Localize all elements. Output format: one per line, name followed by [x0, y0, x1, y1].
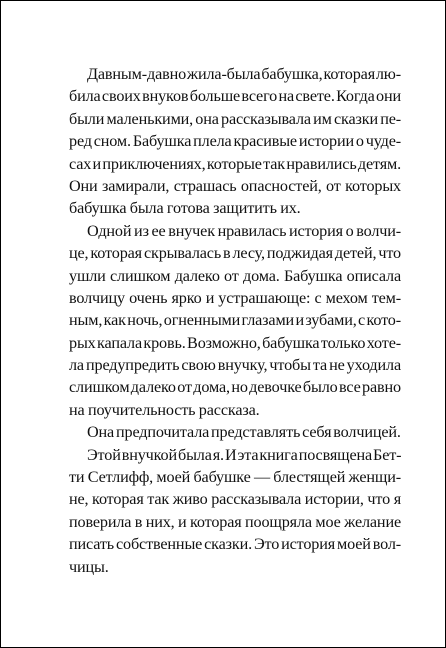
text-line: ти Сетлифф, моей бабушке — блестящей женщи-	[69, 468, 401, 487]
text-line: бабушка была готова защитить их.	[69, 199, 301, 218]
dedication-text	[69, 63, 401, 578]
text-line: це, которая скрывалась в лесу, поджидая детей, что	[69, 244, 401, 263]
text-line: были маленькими, она рассказывала им сказки пе-	[69, 109, 401, 128]
text-line: поверила в них, и которая поощряла мое желание	[69, 512, 401, 531]
text-line: Одной из ее внучек нравилась история о волчи-	[87, 221, 401, 240]
text-line: Этой внучкой была я. И эта книга посвящена Бет-	[87, 445, 402, 464]
text-line: Они замирали, страшась опасностей, от которых	[69, 176, 401, 195]
text-line: рых капала кровь. Возможно, бабушка только хоте-	[69, 333, 401, 352]
text-line: Она предпочитала представлять себя волчицей.	[87, 423, 401, 442]
text-line: не, которая так живо рассказывала истории, что я	[69, 490, 401, 509]
text-line: ред сном. Бабушка плела красивые истории о чуде-	[69, 132, 402, 151]
text-line: на поучительность рассказа.	[69, 400, 260, 419]
text-line: чицы.	[69, 557, 109, 576]
text-line: слишком далеко от дома, но девочке было все равно	[69, 378, 401, 397]
text-line: била своих внуков больше всего на свете. Когда они	[69, 87, 401, 106]
text-line: писать собственные сказки. Это история моей вол-	[69, 535, 401, 554]
text-line: волчицу очень ярко и устрашающе: с мехом тем-	[69, 288, 401, 307]
text-line: ным, как ночь, огненными глазами и зубами, с кото-	[69, 311, 401, 330]
text-line: сах и приключениях, которые так нравились детям.	[69, 154, 401, 173]
text-line: ла предупредить свою внучку, чтобы та не уходила	[69, 356, 401, 375]
text-line: ушли слишком далеко от дома. Бабушка описала	[69, 266, 401, 285]
text-line: Давным-давно жила-была бабушка, которая лю-	[87, 65, 401, 83]
